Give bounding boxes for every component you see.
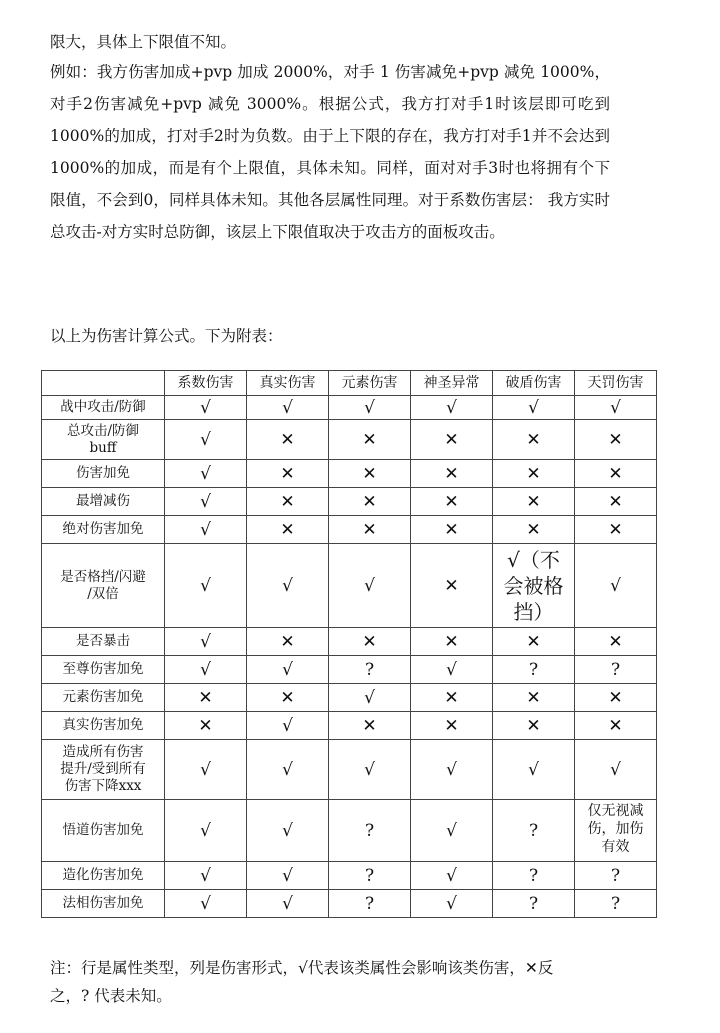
table-cell: ✕ (575, 420, 657, 460)
table-row (42, 862, 657, 890)
table-cell: ? (575, 890, 657, 918)
table-cell: √ (247, 800, 329, 862)
table-cell: ✕ (575, 460, 657, 488)
paragraph-table-intro: 以上为伤害计算公式。下为附表： (50, 327, 283, 345)
table-cell: ? (493, 656, 575, 684)
table-cell: ✕ (411, 488, 493, 516)
row-header: 伤害加免 (42, 460, 165, 488)
table-cell: ✕ (247, 628, 329, 656)
table-cell: √ (329, 740, 411, 800)
table-cell: ? (329, 800, 411, 862)
row-header: 至尊伤害加免 (42, 656, 165, 684)
table-cell: √（不 会被格 挡） (493, 544, 575, 628)
paragraph-intro-fragment: 限大，具体上下限值不知。 (50, 33, 237, 51)
table-cell: ✕ (493, 516, 575, 544)
table-cell: ✕ (493, 684, 575, 712)
table-cell: √ (411, 862, 493, 890)
table-cell: √ (493, 740, 575, 800)
table-cell: ✕ (575, 712, 657, 740)
table-cell: √ (411, 740, 493, 800)
row-header: 是否格挡/闪避 /双倍 (42, 544, 165, 628)
table-row (42, 684, 657, 712)
table-cell: ✕ (493, 712, 575, 740)
table-cell: √ (493, 396, 575, 420)
table-cell: √ (575, 544, 657, 628)
table-cell: √ (329, 684, 411, 712)
table-row (42, 488, 657, 516)
table-cell: ✕ (247, 460, 329, 488)
table-cell: ✕ (411, 712, 493, 740)
table-cell: √ (247, 656, 329, 684)
table-cell: ✕ (247, 684, 329, 712)
table-cell: ✕ (329, 628, 411, 656)
table-cell: ✕ (329, 712, 411, 740)
table-cell: √ (247, 712, 329, 740)
table-cell: ? (329, 862, 411, 890)
table-cell: ✕ (411, 684, 493, 712)
table-row (42, 712, 657, 740)
row-header: 战中攻击/防御 (42, 396, 165, 420)
table-cell: √ (165, 488, 247, 516)
table-cell: √ (247, 862, 329, 890)
table-cell: ✕ (247, 420, 329, 460)
table-cell: ? (575, 656, 657, 684)
table-cell: ✕ (575, 628, 657, 656)
row-header: 真实伤害加免 (42, 712, 165, 740)
column-header: 神圣异常 (411, 371, 493, 396)
table-header-row (42, 371, 657, 396)
table-cell: √ (411, 656, 493, 684)
table-cell: ? (493, 862, 575, 890)
table-cell: ✕ (411, 516, 493, 544)
row-header: 造化伤害加免 (42, 862, 165, 890)
paragraph-example: 例如：我方伤害加成+pvp 加成 2000%，对手 1 伤害减免+pvp 减免 1000%，对手2伤害减免+pvp 减免 3000%。根据公式，我方打对手1时该层即可吃到1000%的加成，打对手2时为负数。由于上下限的存在，我方打对手1并不会达到 1000%的加成，而是有个上限值，具体未知。同样，面对对手3时也将拥有个下限值，不会到0，同样具体未知。其他各层属性同理。对于系数伤害层： 我方实时总攻击-对方实时总防御，该层上下限值取决于攻击方的面板攻击。 (50, 63, 610, 241)
table-cell: ✕ (247, 516, 329, 544)
table-cell: √ (165, 628, 247, 656)
column-header: 系数伤害 (165, 371, 247, 396)
table-cell: ✕ (247, 488, 329, 516)
table-cell: √ (165, 890, 247, 918)
table-cell: ✕ (411, 628, 493, 656)
table-cell: √ (411, 800, 493, 862)
row-header: 绝对伤害加免 (42, 516, 165, 544)
table-cell: √ (575, 740, 657, 800)
table-cell: √ (575, 396, 657, 420)
table-cell: ✕ (575, 684, 657, 712)
table-cell: √ (165, 740, 247, 800)
table-row (42, 890, 657, 918)
table-cell: ✕ (411, 544, 493, 628)
row-header: 造成所有伤害 提升/受到所有 伤害下降xxx (42, 740, 165, 800)
row-header: 最增减伤 (42, 488, 165, 516)
table-cell: ✕ (411, 460, 493, 488)
table-cell: ✕ (575, 488, 657, 516)
row-header: 法相伤害加免 (42, 890, 165, 918)
column-header: 真实伤害 (247, 371, 329, 396)
column-header: 天罚伤害 (575, 371, 657, 396)
row-header: 是否暴击 (42, 628, 165, 656)
row-header: 总攻击/防御 buff (42, 420, 165, 460)
table-row (42, 516, 657, 544)
table-row (42, 420, 657, 460)
row-header: 悟道伤害加免 (42, 800, 165, 862)
column-header: 元素伤害 (329, 371, 411, 396)
table-cell: √ (165, 420, 247, 460)
table-cell: √ (165, 862, 247, 890)
table-cell: √ (411, 890, 493, 918)
footnote: 注：行是属性类型，列是伤害形式，√代表该类属性会影响该类伤害，✕反 之，? 代表未知。 (50, 959, 554, 1005)
table-cell: ✕ (493, 628, 575, 656)
table-cell: ✕ (493, 488, 575, 516)
table-cell: ✕ (329, 516, 411, 544)
column-header: 破盾伤害 (493, 371, 575, 396)
table-row (42, 396, 657, 420)
table-cell: √ (165, 800, 247, 862)
table-cell: ✕ (493, 420, 575, 460)
table-cell: √ (247, 396, 329, 420)
table-cell: ✕ (329, 420, 411, 460)
table-cell: ✕ (165, 712, 247, 740)
table-cell: √ (247, 740, 329, 800)
table-cell: √ (165, 544, 247, 628)
row-header: 元素伤害加免 (42, 684, 165, 712)
table-cell: ✕ (165, 684, 247, 712)
table-cell: ✕ (493, 460, 575, 488)
table-cell: √ (329, 396, 411, 420)
table-row (42, 460, 657, 488)
table-corner-header (42, 371, 165, 396)
table-cell: √ (329, 544, 411, 628)
table-cell: √ (247, 890, 329, 918)
table-cell: ✕ (411, 420, 493, 460)
table-cell: ? (493, 890, 575, 918)
table-cell: √ (165, 516, 247, 544)
table-cell: ✕ (329, 460, 411, 488)
table-cell: ? (329, 656, 411, 684)
table-cell: 仅无视减 伤，加伤 有效 (575, 800, 657, 862)
table-row (42, 544, 657, 628)
table-cell: ? (493, 800, 575, 862)
table-cell: ? (329, 890, 411, 918)
table-cell: √ (165, 396, 247, 420)
table-cell: √ (411, 396, 493, 420)
table-row (42, 628, 657, 656)
table-cell: ✕ (575, 516, 657, 544)
table-cell: √ (165, 656, 247, 684)
table-cell: √ (165, 460, 247, 488)
table-row (42, 800, 657, 862)
table-row (42, 740, 657, 800)
damage-attribute-table (41, 370, 657, 918)
table-cell: ? (575, 862, 657, 890)
table-cell: √ (247, 544, 329, 628)
table-cell: ✕ (329, 488, 411, 516)
table-row (42, 656, 657, 684)
